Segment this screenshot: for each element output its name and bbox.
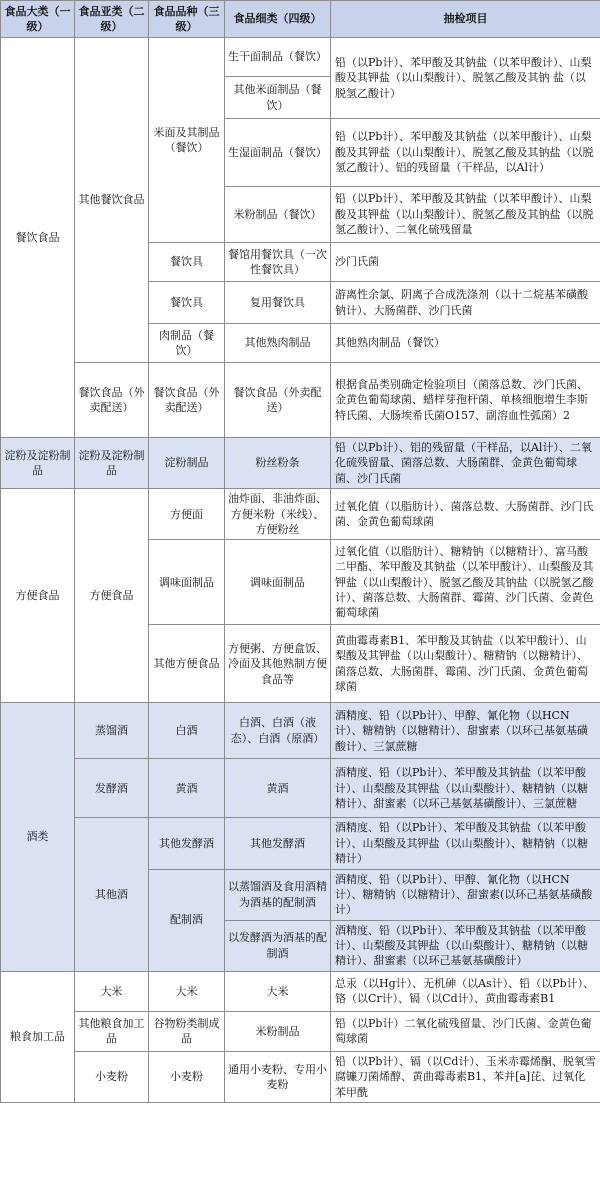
- category-level3-cell: 小麦粉: [149, 1051, 225, 1102]
- category-level2-cell: 发酵酒: [75, 759, 149, 818]
- category-level3-cell: 淀粉制品: [149, 438, 225, 489]
- inspection-items-cell: 过氧化值（以脂肪计）、糖精钠（以糖精计）、富马酸二甲酯、苯甲酸及其钠盐（以苯甲酸计）、山梨酸及其钾盐（以山梨酸计）、脱氢乙酸及其钠盐（以脱氢乙酸计）、菌落总数、大肠菌群、霉菌、沙门氏菌、金黄色葡萄球菌: [331, 540, 600, 625]
- inspection-items-cell: 其他熟肉制品（餐饮）: [331, 324, 600, 363]
- inspection-items-cell: 铅（以Pb计）、苯甲酸及其钠盐（以苯甲酸计）、山梨酸及其钾盐（以山梨酸计）、脱氢乙酸及其钠盐（以脱氢乙酸计）、二氧化硫残留量: [331, 187, 600, 243]
- category-level4-cell: 黄酒: [225, 759, 331, 818]
- category-level2-cell: 小麦粉: [75, 1051, 149, 1102]
- category-level3-cell: 白酒: [149, 703, 225, 759]
- table-row: [1, 363, 600, 438]
- category-level2-cell: 其他粮食加工品: [75, 1011, 149, 1051]
- category-level4-cell: 其他熟肉制品: [225, 324, 331, 363]
- category-level3-cell: 餐饮具: [149, 282, 225, 324]
- category-level4-cell: 以发酵酒为酒基的配制酒: [225, 920, 331, 971]
- category-level4-cell: 米粉制品: [225, 1011, 331, 1051]
- inspection-items-cell: 过氧化值（以脂肪计）、菌落总数、大肠菌群、沙门氏菌、金黄色葡萄球菌: [331, 489, 600, 540]
- table-row: [1, 38, 600, 77]
- category-level3-cell: 黄酒: [149, 759, 225, 818]
- category-level4-cell: 大米: [225, 971, 331, 1011]
- inspection-items-cell: 酒精度、铅（以Pb计）、苯甲酸及其钠盐（以苯甲酸计）、山梨酸及其钾盐（以山梨酸计）、糖精钠（以糖精计）、甜蜜素（以环己基氨基磺酸计）: [331, 920, 600, 971]
- inspection-items-cell: 铅（以Pb计）、铝的残留量（干样品，以Al计）、二氧化硫残留量、菌落总数、大肠菌群、金黄色葡萄球菌、沙门氏菌: [331, 438, 600, 489]
- category-level3-cell: 大米: [149, 971, 225, 1011]
- table-row: [1, 1011, 600, 1051]
- category-level2-cell: 方便食品: [75, 489, 149, 703]
- category-level4-cell: 餐饮食品（外卖配送）: [225, 363, 331, 438]
- table-row: [1, 971, 600, 1011]
- header-level1: 食品大类（一级）: [1, 1, 75, 38]
- table-row: [1, 703, 600, 759]
- inspection-items-cell: 沙门氏菌: [331, 243, 600, 282]
- category-level4-cell: 通用小麦粉、专用小麦粉: [225, 1051, 331, 1102]
- category-level3-cell: 肉制品（餐饮）: [149, 324, 225, 363]
- table-body: [1, 38, 600, 1103]
- category-level1-cell: 方便食品: [1, 489, 75, 703]
- category-level4-cell: 生干面制品（餐饮）: [225, 38, 331, 77]
- inspection-items-cell: 酒精度、铅（以Pb计）、苯甲酸及其钠盐（以苯甲酸计）、山梨酸及其钾盐（以山梨酸计）、糖精钠（以糖精计）: [331, 818, 600, 869]
- table-row: [1, 759, 600, 818]
- table-row: [1, 818, 600, 869]
- inspection-items-cell: 黄曲霉毒素B1、苯甲酸及其钠盐（以苯甲酸计）、山梨酸及其钾盐（以山梨酸计）、糖精钠（以糖精计）、菌落总数、大肠菌群、霉菌、沙门氏菌、金黄色葡萄球菌: [331, 625, 600, 703]
- inspection-items-cell: 铅（以Pb计）二氧化硫残留量、沙门氏菌、金黄色葡萄球菌: [331, 1011, 600, 1051]
- category-level3-cell: 其他发酵酒: [149, 818, 225, 869]
- category-level3-cell: 配制酒: [149, 869, 225, 971]
- category-level4-cell: 粉丝粉条: [225, 438, 331, 489]
- category-level2-cell: 其他餐饮食品: [75, 38, 149, 363]
- inspection-items-cell: 铅（以Pb计）、镉（以Cd计）、玉米赤霉烯酮、脱氧雪腐镰刀菌烯醇、黄曲霉毒素B1、苯并[a]芘、过氧化苯甲酰: [331, 1051, 600, 1102]
- inspection-items-cell: 总汞（以Hg计）、无机砷（以As计）、铅（以Pb计）、铬（以Cr计）、镉（以Cd计）、黄曲霉毒素B1: [331, 971, 600, 1011]
- category-level2-cell: 餐饮食品（外卖配送）: [75, 363, 149, 438]
- inspection-items-cell: 游离性余氯、阴离子合成洗涤剂（以十二烷基苯磺酸钠计）、大肠菌群、沙门氏菌: [331, 282, 600, 324]
- table-row: [1, 438, 600, 489]
- header-level4: 食品细类（四级）: [225, 1, 331, 38]
- category-level1-cell: 淀粉及淀粉制品: [1, 438, 75, 489]
- category-level1-cell: 粮食加工品: [1, 971, 75, 1102]
- category-level2-cell: 其他酒: [75, 818, 149, 972]
- table-row: [1, 1051, 600, 1102]
- header-items: 抽检项目: [331, 1, 600, 38]
- category-level4-cell: 米粉制品（餐饮）: [225, 187, 331, 243]
- category-level4-cell: 复用餐饮具: [225, 282, 331, 324]
- category-level4-cell: 以蒸馏酒及食用酒精为酒基的配制酒: [225, 869, 331, 920]
- category-level3-cell: 其他方便食品: [149, 625, 225, 703]
- inspection-items-cell: 酒精度、铅（以Pb计）、甲醇、氰化物（以HCN计）、糖精钠（以糖精计）、甜蜜素（以环己基氨基磺酸计）、三氯蔗糖: [331, 703, 600, 759]
- inspection-items-cell: 根据食品类别确定检验项目（菌落总数、沙门氏菌、金黄色葡萄球菌、蜡样芽孢杆菌、单核细胞增生李斯特氏菌、大肠埃希氏菌O157、副溶血性弧菌）2: [331, 363, 600, 438]
- category-level1-cell: 餐饮食品: [1, 38, 75, 438]
- category-level4-cell: 油炸面、非油炸面、方便米粉（米线）、方便粉丝: [225, 489, 331, 540]
- category-level2-cell: 大米: [75, 971, 149, 1011]
- category-level4-cell: 白酒、白酒（液态）、白酒（原酒）: [225, 703, 331, 759]
- category-level3-cell: 谷物粉类制成品: [149, 1011, 225, 1051]
- category-level3-cell: 餐饮具: [149, 243, 225, 282]
- category-level4-cell: 餐馆用餐饮具（一次性餐饮具）: [225, 243, 331, 282]
- category-level3-cell: 调味面制品: [149, 540, 225, 625]
- category-level4-cell: 调味面制品: [225, 540, 331, 625]
- inspection-items-cell: 酒精度、铅（以Pb计）、苯甲酸及其钠盐（以苯甲酸计）、山梨酸及其钾盐（以山梨酸计）、糖精钠（以糖精计）、甜蜜素（以环己基氨基磺酸计）、三氯蔗糖: [331, 759, 600, 818]
- header-level3: 食品品种（三级）: [149, 1, 225, 38]
- category-level4-cell: 其他米面制品（餐饮）: [225, 77, 331, 119]
- inspection-items-cell: 铅（以Pb计）、苯甲酸及其钠盐（以苯甲酸计）、山梨酸及其钾盐（以山梨酸计）、脱氢乙酸及其钠盐（以脱氢乙酸计）、铝的残留量（干样品，以Al计）: [331, 119, 600, 187]
- category-level4-cell: 其他发酵酒: [225, 818, 331, 869]
- inspection-items-cell: 铅（以Pb计）、苯甲酸及其钠盐（以苯甲酸计）、山梨酸及其钾盐（以山梨酸计）、脱氢乙酸及其钠 盐（以脱氢乙酸计）: [331, 38, 600, 119]
- inspection-items-cell: 酒精度、铅（以Pb计）、甲醇、氰化物（以HCN计）、糖精钠（以糖精计）、甜蜜素(以环己基氨基磺酸计）: [331, 869, 600, 920]
- category-level2-cell: 淀粉及淀粉制品: [75, 438, 149, 489]
- category-level1-cell: 酒类: [1, 703, 75, 972]
- header-level2: 食品亚类（二级）: [75, 1, 149, 38]
- category-level4-cell: 方便粥、方便盒饭、冷面及其他熟制方便食品等: [225, 625, 331, 703]
- category-level3-cell: 方便面: [149, 489, 225, 540]
- category-level2-cell: 蒸馏酒: [75, 703, 149, 759]
- category-level3-cell: 米面及其制品（餐饮）: [149, 38, 225, 243]
- category-level4-cell: 生湿面制品（餐饮）: [225, 119, 331, 187]
- header-row: [1, 1, 600, 38]
- category-level3-cell: 餐饮食品（外卖配送）: [149, 363, 225, 438]
- table-row: [1, 489, 600, 540]
